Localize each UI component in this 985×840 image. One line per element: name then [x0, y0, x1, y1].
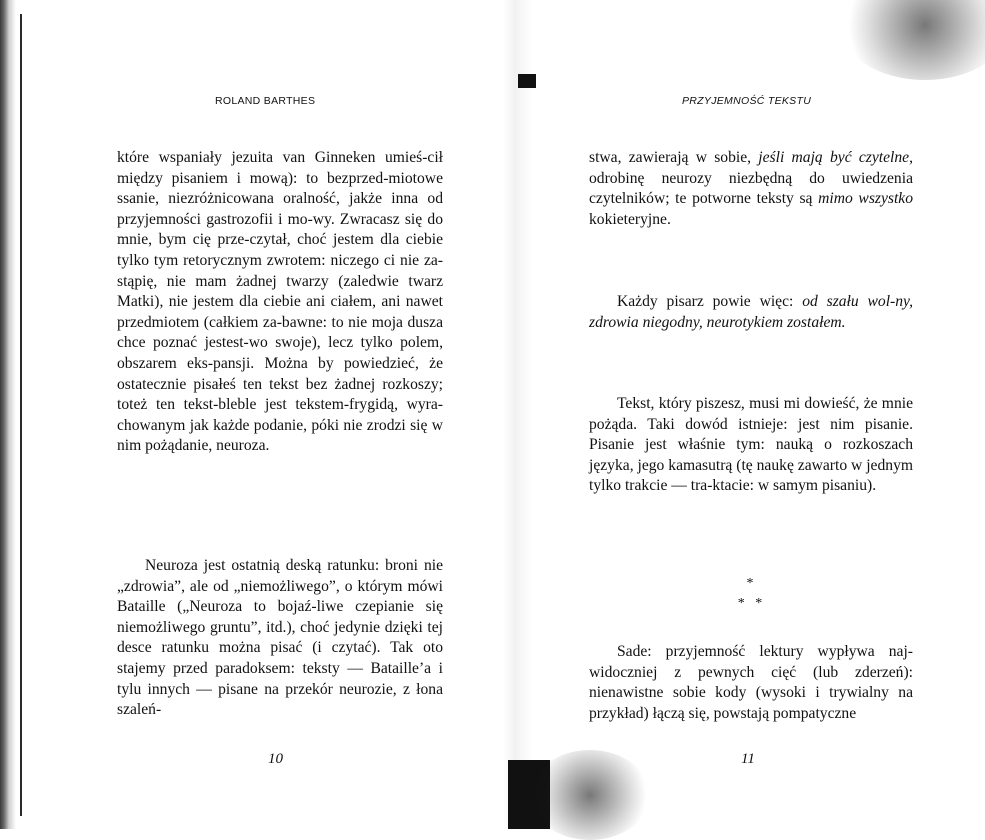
right-paragraph-1-italic-1: jeśli mają być czytelne [758, 149, 910, 166]
asterism-top: * [746, 576, 754, 591]
right-paragraph-1 [589, 148, 913, 230]
right-paragraph-1-part-c: , odrobinę neurozy niezbędną do uwiedzenia czytelników; te potworne teksty są [589, 149, 913, 208]
right-paragraph-3: Tekst, który piszesz, musi mi dowieść, że mnie pożąda. Taki dowód istnieje: jest nim pisanie. Pisanie jest właśnie tym: nauką o rozkoszach języka, jego kamasutrą (tę naukę zawarto w jednym tylko trakcie — tra-ktacie: w samym pisaniu). [589, 395, 913, 495]
left-page-number: 10 [268, 751, 283, 767]
book-gutter [503, 0, 533, 829]
section-break-asterism [730, 574, 770, 614]
right-paragraph-2 [589, 292, 913, 333]
scan-smudge-top-right [840, 0, 985, 80]
scan-smudge-bottom [530, 750, 650, 840]
left-paragraph-1: które wspaniały jezuita van Ginneken umieś-cił między pisaniem i mową): to bezprzed-miotowe ssanie, niezróżnicowana oralność, jakże inna od przyjemności gastrozofii i mo-wy. Zwracasz się do mnie, bym cię prze-czytał, choć jestem dla ciebie tylko tym retorycznym zwrotem: niczego ci nie za-stąpię, nie mam żadnej twarzy (zaledwie twarz Matki), nie jestem dla ciebie ani ciałem, ani nawet przedmiotem (całkiem za-bawne: to nie moja dusza chce poznać jestest-wo swoje), lecz tylko polem, obszarem eks-pansji. Można by powiedzieć, że ostatecznie pisałeś ten tekst bez żadnej rozkoszy; toteż ten tekst-bleble jest tekstem-frygidą, wyra-chowanym jak każde podanie, póki nie zrodzi się w nim pożądanie, neuroza. [117, 149, 443, 455]
right-paragraph-4: Sade: przyjemność lektury wypływa naj-widoczniej z pewnych cięć (lub zderzeń): nienawistne sobie kody (wysoki i trywialny na przykład) łączą się, powstają pompatyczne [589, 643, 913, 722]
right-paragraph-2-italic: od szału wol-ny, zdrowia niegodny, neurotykiem zostałem. [589, 293, 914, 331]
right-paragraph-1-part-e: kokieteryjne. [589, 210, 671, 228]
scan-blot-top [518, 74, 536, 88]
right-paragraph-2-part-a: Każdy pisarz powie więc: [617, 293, 803, 310]
left-running-head: ROLAND BARTHES [215, 95, 316, 107]
right-paragraph-1-italic-2: mimo wszystko [818, 190, 913, 208]
asterism-bottom: * * [737, 596, 763, 611]
right-running-head: PRZYJEMNOŚĆ TEKSTU [682, 95, 812, 107]
left-paragraph-2: Neuroza jest ostatnią deską ratunku: broni nie „zdrowia”, ale od „niemożliwego”, o którym mówi Bataille („Neuroza to bojaź-liwe czepianie się niemożliwego gruntu”, itd.), choć jedynie dzięki tej desce ratunku można pisać (i czytać). Tak oto stajemy przed paradoksem: teksty — Bataille’a i tylu innych — pisane na przekór neurozie, z łona szaleń- [117, 557, 443, 719]
right-page-number: 11 [741, 751, 755, 767]
book-edge-line [20, 14, 22, 816]
book-edge-shadow [0, 0, 16, 829]
right-paragraph-1-part-a: stwa, zawierają w sobie, [589, 149, 759, 166]
